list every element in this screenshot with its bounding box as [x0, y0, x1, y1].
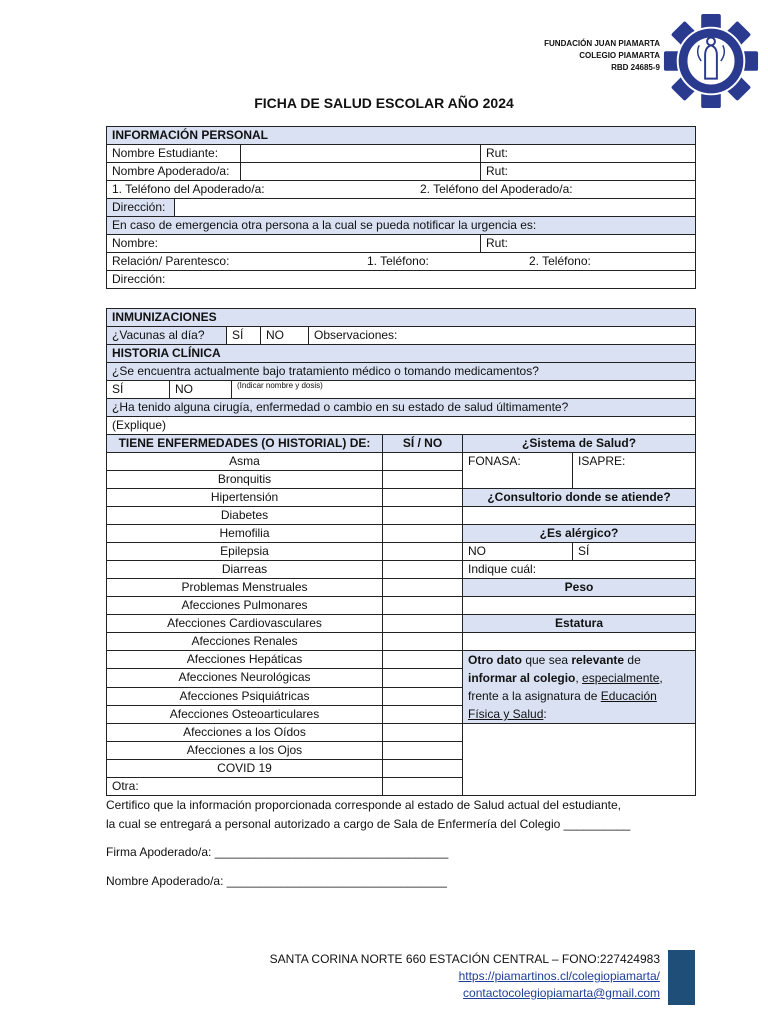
disease-row — [107, 633, 696, 651]
footer-accent-bar — [668, 950, 695, 1005]
disease-row — [107, 561, 696, 579]
footer-website-link[interactable]: https://piamartinos.cl/colegiopiamarta/ — [458, 969, 660, 983]
note-underline-1: especialmente — [582, 671, 660, 685]
disease-row — [107, 543, 696, 561]
disease-yesno-field[interactable] — [383, 489, 463, 507]
disease-yesno-field[interactable] — [383, 471, 463, 489]
disease-name: Afecciones Hepáticas — [107, 651, 383, 669]
disease-name: Diarreas — [107, 561, 383, 579]
surgery-question: ¿Ha tenido alguna cirugía, enfermedad o cambio en su estado de salud últimamente? — [107, 399, 696, 417]
note-text-6: : — [543, 707, 547, 721]
disease-name: COVID 19 — [107, 760, 383, 778]
height-label: Estatura — [463, 615, 696, 633]
disease-name: Asma — [107, 453, 383, 471]
disease-yesno-field[interactable] — [383, 651, 463, 669]
disease-row — [107, 489, 696, 507]
certification-text — [106, 796, 696, 834]
guardian-phone2-field[interactable]: 2. Teléfono del Apoderado/a: — [420, 182, 573, 196]
vaccines-yes-option[interactable]: SÍ — [227, 327, 261, 344]
disease-yesno-field[interactable] — [383, 579, 463, 597]
disease-row — [107, 597, 696, 615]
diseases-header: TIENE ENFERMEDADES (O HISTORIAL) DE: — [107, 435, 383, 453]
personal-info-table — [106, 126, 696, 289]
disease-yesno-field[interactable] — [383, 633, 463, 651]
school-name: COLEGIO PIAMARTA — [579, 51, 660, 60]
student-name-field[interactable] — [241, 145, 481, 163]
guardian-phones-row — [107, 181, 696, 199]
disease-name: Bronquitis — [107, 471, 383, 489]
note-text-3: , — [575, 671, 583, 685]
disease-name: Hipertensión — [107, 489, 383, 507]
disease-name: Afecciones Pulmonares — [107, 597, 383, 615]
other-relevant-field[interactable] — [463, 724, 696, 796]
treatment-yes-option[interactable]: SÍ — [107, 381, 170, 398]
footer-address: SANTA CORINA NORTE 660 ESTACIÓN CENTRAL – FONO:227424983 — [269, 952, 660, 966]
disease-row — [107, 651, 696, 669]
disease-yesno-field[interactable] — [383, 669, 463, 687]
observations-field[interactable]: Observaciones: — [314, 328, 398, 342]
note-underline-2: Educación — [600, 689, 657, 703]
emergency-address-field[interactable]: Dirección: — [107, 271, 696, 289]
disease-name: Epilepsia — [107, 543, 383, 561]
section-clinical-history: HISTORIA CLÍNICA — [107, 345, 696, 363]
disease-row — [107, 579, 696, 597]
health-table — [106, 308, 696, 796]
surgery-explain-field[interactable]: (Explique) — [107, 417, 696, 435]
clinic-field[interactable] — [463, 507, 696, 525]
rbd-code: RBD 24685-9 — [611, 63, 660, 72]
disease-name: Diabetes — [107, 507, 383, 525]
vaccines-label: ¿Vacunas al día? — [107, 327, 227, 344]
health-system-header: ¿Sistema de Salud? — [463, 435, 696, 453]
note-underline-3: Física y Salud — [468, 707, 544, 721]
weight-label: Peso — [463, 579, 696, 597]
emergency-rut-field[interactable]: Rut: — [481, 235, 696, 253]
note-text-1: que sea — [522, 653, 572, 667]
disease-yesno-field[interactable] — [383, 760, 463, 778]
allergic-question: ¿Es alérgico? — [463, 525, 696, 543]
disease-name: Afecciones a los Oídos — [107, 724, 383, 742]
section-personal-info: INFORMACIÓN PERSONAL — [107, 127, 696, 145]
certification-line-2: la cual se entregará a personal autorizado a cargo de Sala de Enfermería del Colegio __________ — [106, 817, 631, 831]
note-bold-1: Otro dato — [468, 653, 522, 667]
height-field[interactable] — [463, 633, 696, 651]
note-text-4: , — [659, 671, 663, 685]
other-relevant-note — [463, 651, 696, 724]
disease-row — [107, 615, 696, 633]
disease-name: Afecciones Psiquiátricas — [107, 687, 383, 705]
guardian-signature-field[interactable]: Firma Apoderado/a: ___________________________________ — [106, 845, 449, 859]
allergic-no-option[interactable]: NO — [463, 543, 573, 561]
disease-yesno-field[interactable] — [383, 615, 463, 633]
disease-yesno-field[interactable] — [383, 597, 463, 615]
clinic-question: ¿Consultorio donde se atiende? — [463, 489, 696, 507]
disease-name: Afecciones Cardiovasculares — [107, 615, 383, 633]
guardian-phone1-field[interactable]: 1. Teléfono del Apoderado/a: — [112, 182, 265, 196]
section-immunizations: INMUNIZACIONES — [107, 309, 696, 327]
disease-name: Afecciones Osteoarticulares — [107, 705, 383, 723]
student-name-label: Nombre Estudiante: — [107, 145, 241, 163]
emergency-name-field[interactable]: Nombre: — [107, 235, 481, 253]
disease-row — [107, 507, 696, 525]
student-rut-field[interactable]: Rut: — [481, 145, 696, 163]
relation-field[interactable]: Relación/ Parentesco: — [112, 254, 230, 268]
allergy-which-field[interactable]: Indique cuál: — [463, 561, 696, 579]
isapre-field[interactable]: ISAPRE: — [573, 453, 696, 489]
yesno-header: SÍ / NO — [383, 435, 463, 453]
disease-yesno-field[interactable] — [383, 561, 463, 579]
treatment-question: ¿Se encuentra actualmente bajo tratamiento médico o tomando medicamentos? — [107, 363, 696, 381]
disease-name: Afecciones Renales — [107, 633, 383, 651]
disease-name: Hemofilia — [107, 525, 383, 543]
address-field[interactable] — [175, 199, 695, 216]
disease-yesno-field[interactable] — [383, 742, 463, 760]
certification-line-1: Certifico que la información proporcionada corresponde al estado de Salud actual del estudiante, — [106, 798, 621, 812]
disease-yesno-field[interactable] — [383, 543, 463, 561]
header-block — [470, 38, 660, 74]
page-title: FICHA DE SALUD ESCOLAR AÑO 2024 — [254, 95, 514, 111]
disease-name: Afecciones a los Ojos — [107, 742, 383, 760]
vaccines-row — [107, 327, 696, 345]
foundation-name: FUNDACIÓN JUAN PIAMARTA — [544, 39, 660, 48]
guardian-name-field[interactable] — [241, 163, 481, 181]
emergency-contact-note: En caso de emergencia otra persona a la cual se pueda notificar la urgencia es: — [107, 217, 696, 235]
guardian-rut-field[interactable]: Rut: — [481, 163, 696, 181]
treatment-no-option[interactable]: NO — [170, 381, 232, 398]
address-row — [107, 199, 696, 217]
disease-name: Afecciones Neurológicas — [107, 669, 383, 687]
fonasa-field[interactable]: FONASA: — [463, 453, 573, 489]
treatment-answer-row — [107, 381, 696, 399]
emergency-phone1-field[interactable]: 1. Teléfono: — [367, 254, 429, 268]
vaccines-no-option[interactable]: NO — [261, 327, 309, 344]
other-disease-field[interactable]: Otra: — [107, 778, 383, 796]
emergency-relation-row — [107, 253, 696, 271]
note-bold-3: informar al colegio — [468, 671, 576, 685]
disease-row — [107, 724, 696, 742]
note-text-2: de — [624, 653, 641, 667]
disease-yesno-field[interactable] — [383, 525, 463, 543]
disease-row — [107, 453, 696, 471]
address-label: Dirección: — [107, 199, 175, 216]
note-bold-2: relevante — [571, 653, 625, 667]
disease-yesno-field[interactable] — [383, 453, 463, 471]
allergic-yes-option[interactable]: SÍ — [573, 543, 696, 561]
other-disease-yesno-field[interactable] — [383, 778, 463, 796]
disease-yesno-field[interactable] — [383, 705, 463, 723]
disease-yesno-field[interactable] — [383, 724, 463, 742]
treatment-indicate-note: (Indicar nombre y dosis) — [237, 381, 323, 390]
disease-yesno-field[interactable] — [383, 687, 463, 705]
weight-field[interactable] — [463, 597, 696, 615]
disease-row — [107, 525, 696, 543]
footer-email-link[interactable]: contactocolegiopiamarta@gmail.com — [463, 986, 660, 1000]
guardian-name-label: Nombre Apoderado/a: — [107, 163, 241, 181]
disease-name: Problemas Menstruales — [107, 579, 383, 597]
guardian-name-signature-field[interactable]: Nombre Apoderado/a: _________________________________ — [106, 874, 447, 888]
disease-yesno-field[interactable] — [383, 507, 463, 525]
note-text-5: frente a la asignatura de — [468, 689, 601, 703]
emergency-phone2-field[interactable]: 2. Teléfono: — [529, 254, 591, 268]
